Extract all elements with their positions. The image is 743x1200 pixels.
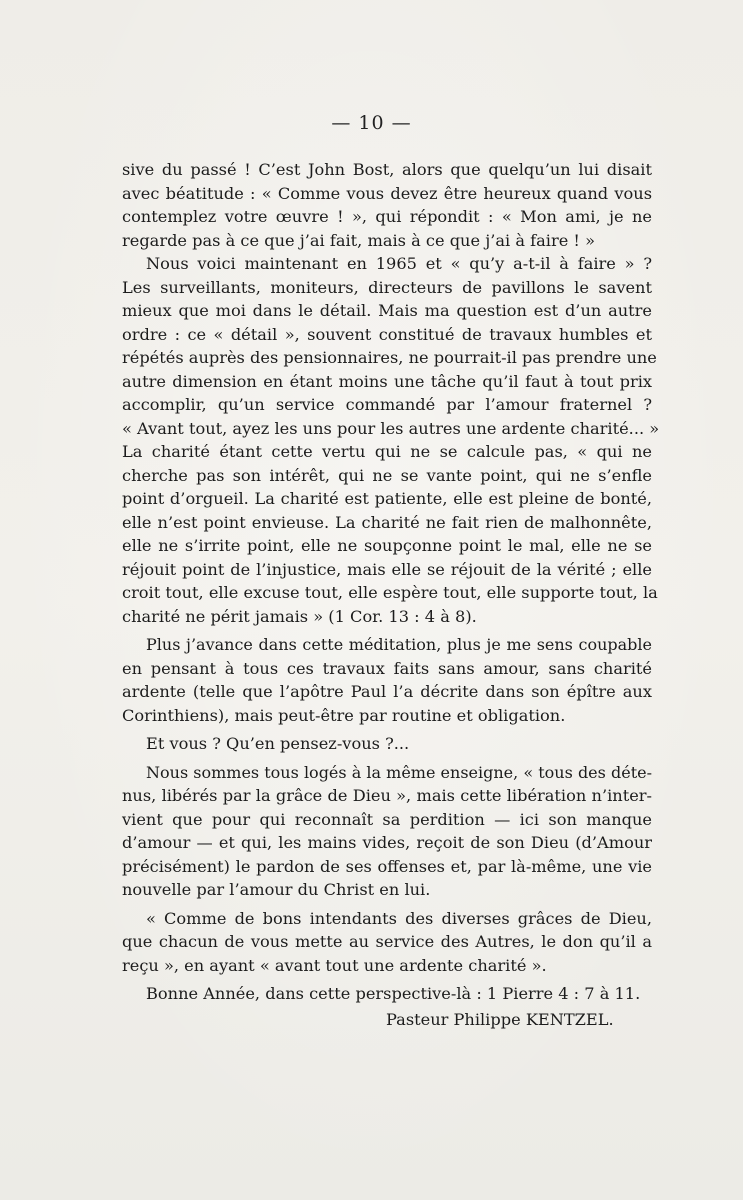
- text-line: nouvelle par l’amour du Christ en lui.: [122, 880, 431, 899]
- text-line: d’amour — et qui, les mains vides, reçoit de son Dieu (d’Amour: [122, 833, 652, 852]
- paragraph: [122, 907, 652, 978]
- signature: Pasteur Philippe KENTZEL.: [386, 1010, 614, 1029]
- text-line: ardente (telle que l’apôtre Paul l’a décrite dans son épître aux: [122, 682, 652, 701]
- text-line: elle n’est point envieuse. La charité ne fait rien de malhonnête,: [122, 512, 652, 532]
- paragraph: [122, 982, 652, 1006]
- text-line: mieux que moi dans le détail. Mais ma question est d’un autre: [122, 301, 652, 320]
- text-line: avec béatitude : « Comme vous devez être heureux quand vous: [122, 183, 652, 203]
- text-line: précisément) le pardon de ses offenses et, par là-même, une vie: [122, 856, 652, 876]
- text-line: sive du passé ! C’est John Bost, alors que quelqu’un lui disait: [122, 160, 652, 179]
- paragraph: [122, 633, 652, 727]
- text-line: Bonne Année, dans cette perspective-là : 1 Pierre 4 : 7 à 11.: [146, 984, 641, 1003]
- text-line: cherche pas son intérêt, qui ne se vante point, qui ne s’enfle: [122, 465, 652, 485]
- text-line: autre dimension en étant moins une tâche qu’il faut à tout prix: [122, 371, 652, 391]
- text-line: réjouit point de l’injustice, mais elle se réjouit de la vérité ; elle: [122, 559, 652, 579]
- text-line: nus, libérés par la grâce de Dieu », mais cette libération n’inter-: [122, 786, 652, 805]
- text-line: Plus j’avance dans cette méditation, plus je me sens coupable: [146, 635, 652, 654]
- text-line: accomplir, qu’un service commandé par l’amour fraternel ?: [122, 395, 652, 414]
- paragraph: [122, 761, 652, 902]
- text-line: reçu », en ayant « avant tout une ardente charité ».: [122, 955, 547, 975]
- text-line: regarde pas à ce que j’ai fait, mais à ce que j’ai à faire ! »: [122, 230, 595, 250]
- text-line: Corinthiens), mais peut-être par routine et obligation.: [122, 705, 566, 725]
- paragraph: [122, 158, 652, 252]
- text-line: ordre : ce « détail », souvent constitué de travaux humbles et: [122, 324, 652, 344]
- text-line: en pensant à tous ces travaux faits sans amour, sans charité: [122, 658, 652, 678]
- article-body: [122, 158, 660, 1006]
- text-line: « Avant tout, ayez les uns pour les autres une ardente charité... »: [122, 418, 660, 438]
- text-line: Nous voici maintenant en 1965 et « qu’y a-t-il à faire » ?: [146, 254, 652, 273]
- text-line: vient que pour qui reconnaît sa perdition — ici son manque: [122, 809, 652, 829]
- text-line: charité ne périt jamais » (1 Cor. 13 : 4 à 8).: [122, 606, 477, 626]
- text-line: elle ne s’irrite point, elle ne soupçonne point le mal, elle ne se: [122, 536, 652, 555]
- paragraph: [122, 252, 660, 628]
- text-line: Nous sommes tous logés à la même enseigne, « tous des déte-: [146, 762, 652, 782]
- page-number: — 10 —: [331, 112, 412, 134]
- text-line: Et vous ? Qu’en pensez-vous ?...: [146, 734, 410, 753]
- text-line: point d’orgueil. La charité est patiente, elle est pleine de bonté,: [122, 489, 652, 508]
- text-line: Les surveillants, moniteurs, directeurs de pavillons le savent: [122, 277, 652, 297]
- paragraph: [122, 732, 652, 756]
- text-line: « Comme de bons intendants des diverses grâces de Dieu,: [146, 908, 652, 928]
- text-line: que chacun de vous mette au service des Autres, le don qu’il a: [122, 932, 652, 951]
- text-line: répétés auprès des pensionnaires, ne pourrait-il pas prendre une: [122, 348, 657, 367]
- text-line: contemplez votre œuvre ! », qui répondit : « Mon ami, je ne: [122, 207, 652, 226]
- text-line: La charité étant cette vertu qui ne se calcule pas, « qui ne: [122, 442, 652, 461]
- text-line: croit tout, elle excuse tout, elle espère tout, elle supporte tout, la: [122, 583, 658, 602]
